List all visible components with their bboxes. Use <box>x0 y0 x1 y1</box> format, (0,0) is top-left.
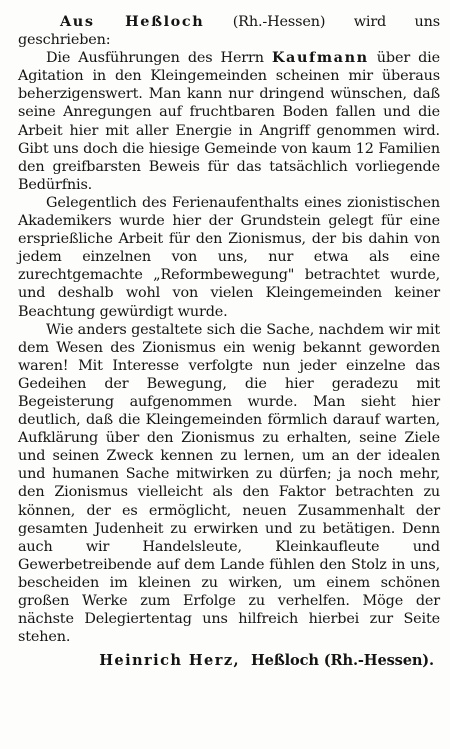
paragraph-3: Wie anders gestaltete sich die Sache, nachdem wir mit dem Wesen des Zionismus ein wenig bekannt geworden waren! Mit Interesse verfolgte nun jeder einzelne das Gedeihen der Bewegung, die hier geradezu mit Begeisterung aufgenommen wurde. Man sieht hier deutlich, daß die Kleingemeinden förmlich darauf warten, Aufklärung über den Zionismus zu erhalten, seine Ziele und seinen Zweck kennen zu lernen, um an der idealen und humanen Sache mitwirken zu dürfen; ja noch mehr, den Zionismus vielleicht als den Faktor betrachten zu können, der es ermöglicht, neuen Zusammenhalt der gesamten Judenheit zu erwirken und zu betätigen. Denn auch wir Handelsleute, Kleinkaufleute und Gewerbetreibende auf dem Lande fühlen den Stolz in uns, bescheiden im kleinen zu wirken, um einem schönen großen Werke zum Erfolge zu verhelfen. Möge der nächste Delegiertentag uns hilfreich hierbei zur Seite stehen. <box>18 321 440 646</box>
intro-paragraph <box>18 13 440 49</box>
paragraph-1 <box>18 49 440 194</box>
paragraph-1-lead: Die Ausführungen des Herrn <box>46 50 264 67</box>
intro-place: Aus Heßloch <box>60 13 205 30</box>
paragraph-2: Gelegentlich des Ferienaufenthalts eines zionistischen Akademikers wurde hier der Grundstein gelegt für eine ersprießliche Arbeit für den Zionismus, der bis dahin von jedem einzelnen von uns, nur etwa als eine zurechtgemachte „Reformbewegung" betrachtet wurde, und deshalb wohl von vielen Kleingemeinden keiner Beachtung gewürdigt wurde. <box>18 194 440 320</box>
signature-name: Heinrich Herz, <box>99 652 241 670</box>
intro-region: (Rh.-Hessen) <box>232 14 326 30</box>
cited-author-name: Kaufmann <box>271 49 369 67</box>
signature <box>18 652 440 670</box>
intro-rest: wird uns geschrieben: <box>18 14 440 49</box>
paragraph-1-body: über die Agitation in den Kleingemeinden scheinen mir überaus beherzigenswert. Man kann nur dringend wünschen, daß seine Anregungen auf fruchtbaren Boden fallen und die Arbeit hier mit aller Energie in Angriff genommen wird. Gibt uns doch die hiesige Gemeinde von kaum 12 Familien den greifbarsten Beweis für das tatsächlich vorliegende Bedürfnis. <box>18 50 440 193</box>
signature-place: Heßloch (Rh.-Hessen). <box>250 652 434 670</box>
